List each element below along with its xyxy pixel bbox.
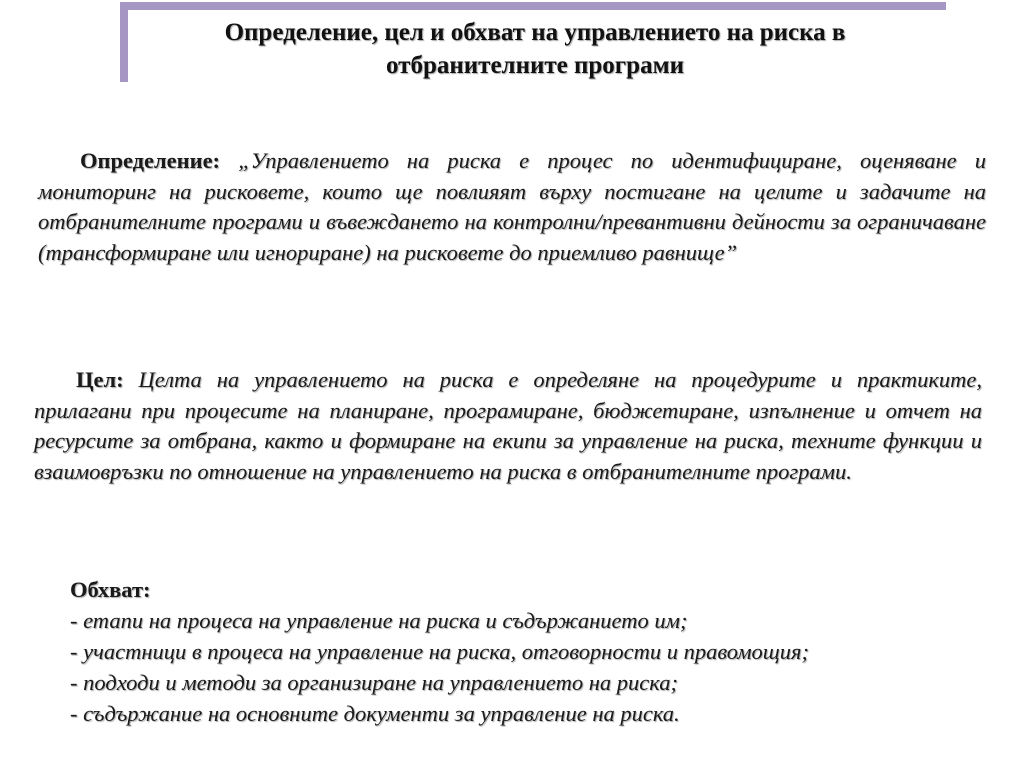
scope-label: Обхват: <box>70 577 151 602</box>
definition-text: „Управлението на риска е процес по идентифициране, оценяване и мониторинг на рисковете, които ще повлияят върху постигане на целите и задачите на отбранителните програми и въвеждането на контролни/превантивни дейности за ограничаване (трансформиране или игнориране) на рисковете до приемливо равнище” <box>38 148 986 265</box>
scope-item: - подходи и методи за организиране на управлението на риска; <box>70 670 678 695</box>
goal-section <box>34 365 982 487</box>
definition-label: Определение: <box>80 148 221 173</box>
title-frame-top-bar <box>120 2 946 10</box>
scope-item: - съдържание на основните документи за управление на риска. <box>70 701 680 726</box>
goal-label: Цел: <box>76 367 124 392</box>
scope-item: - участници в процеса на управление на риска, отговорности и правомощия; <box>70 639 809 664</box>
title-frame-left-bar <box>120 2 128 82</box>
slide-title: Определение, цел и обхват на управлението на риска в отбранителните програми <box>224 19 846 79</box>
definition-section <box>38 146 986 268</box>
goal-text: Целта на управлението на риска е определяне на процедурите и практиките, прилагани при процесите на планиране, програмиране, бюджетиране, изпълнение и отчет на ресурсите за отбрана, както и формиране на екипи за управление на риска, техните функции и взаимовръзки по отношение на управлението на риска в отбранителните програми. <box>34 367 983 484</box>
scope-section <box>70 574 970 729</box>
scope-item: - етапи на процеса на управление на риска и съдържанието им; <box>70 608 688 633</box>
